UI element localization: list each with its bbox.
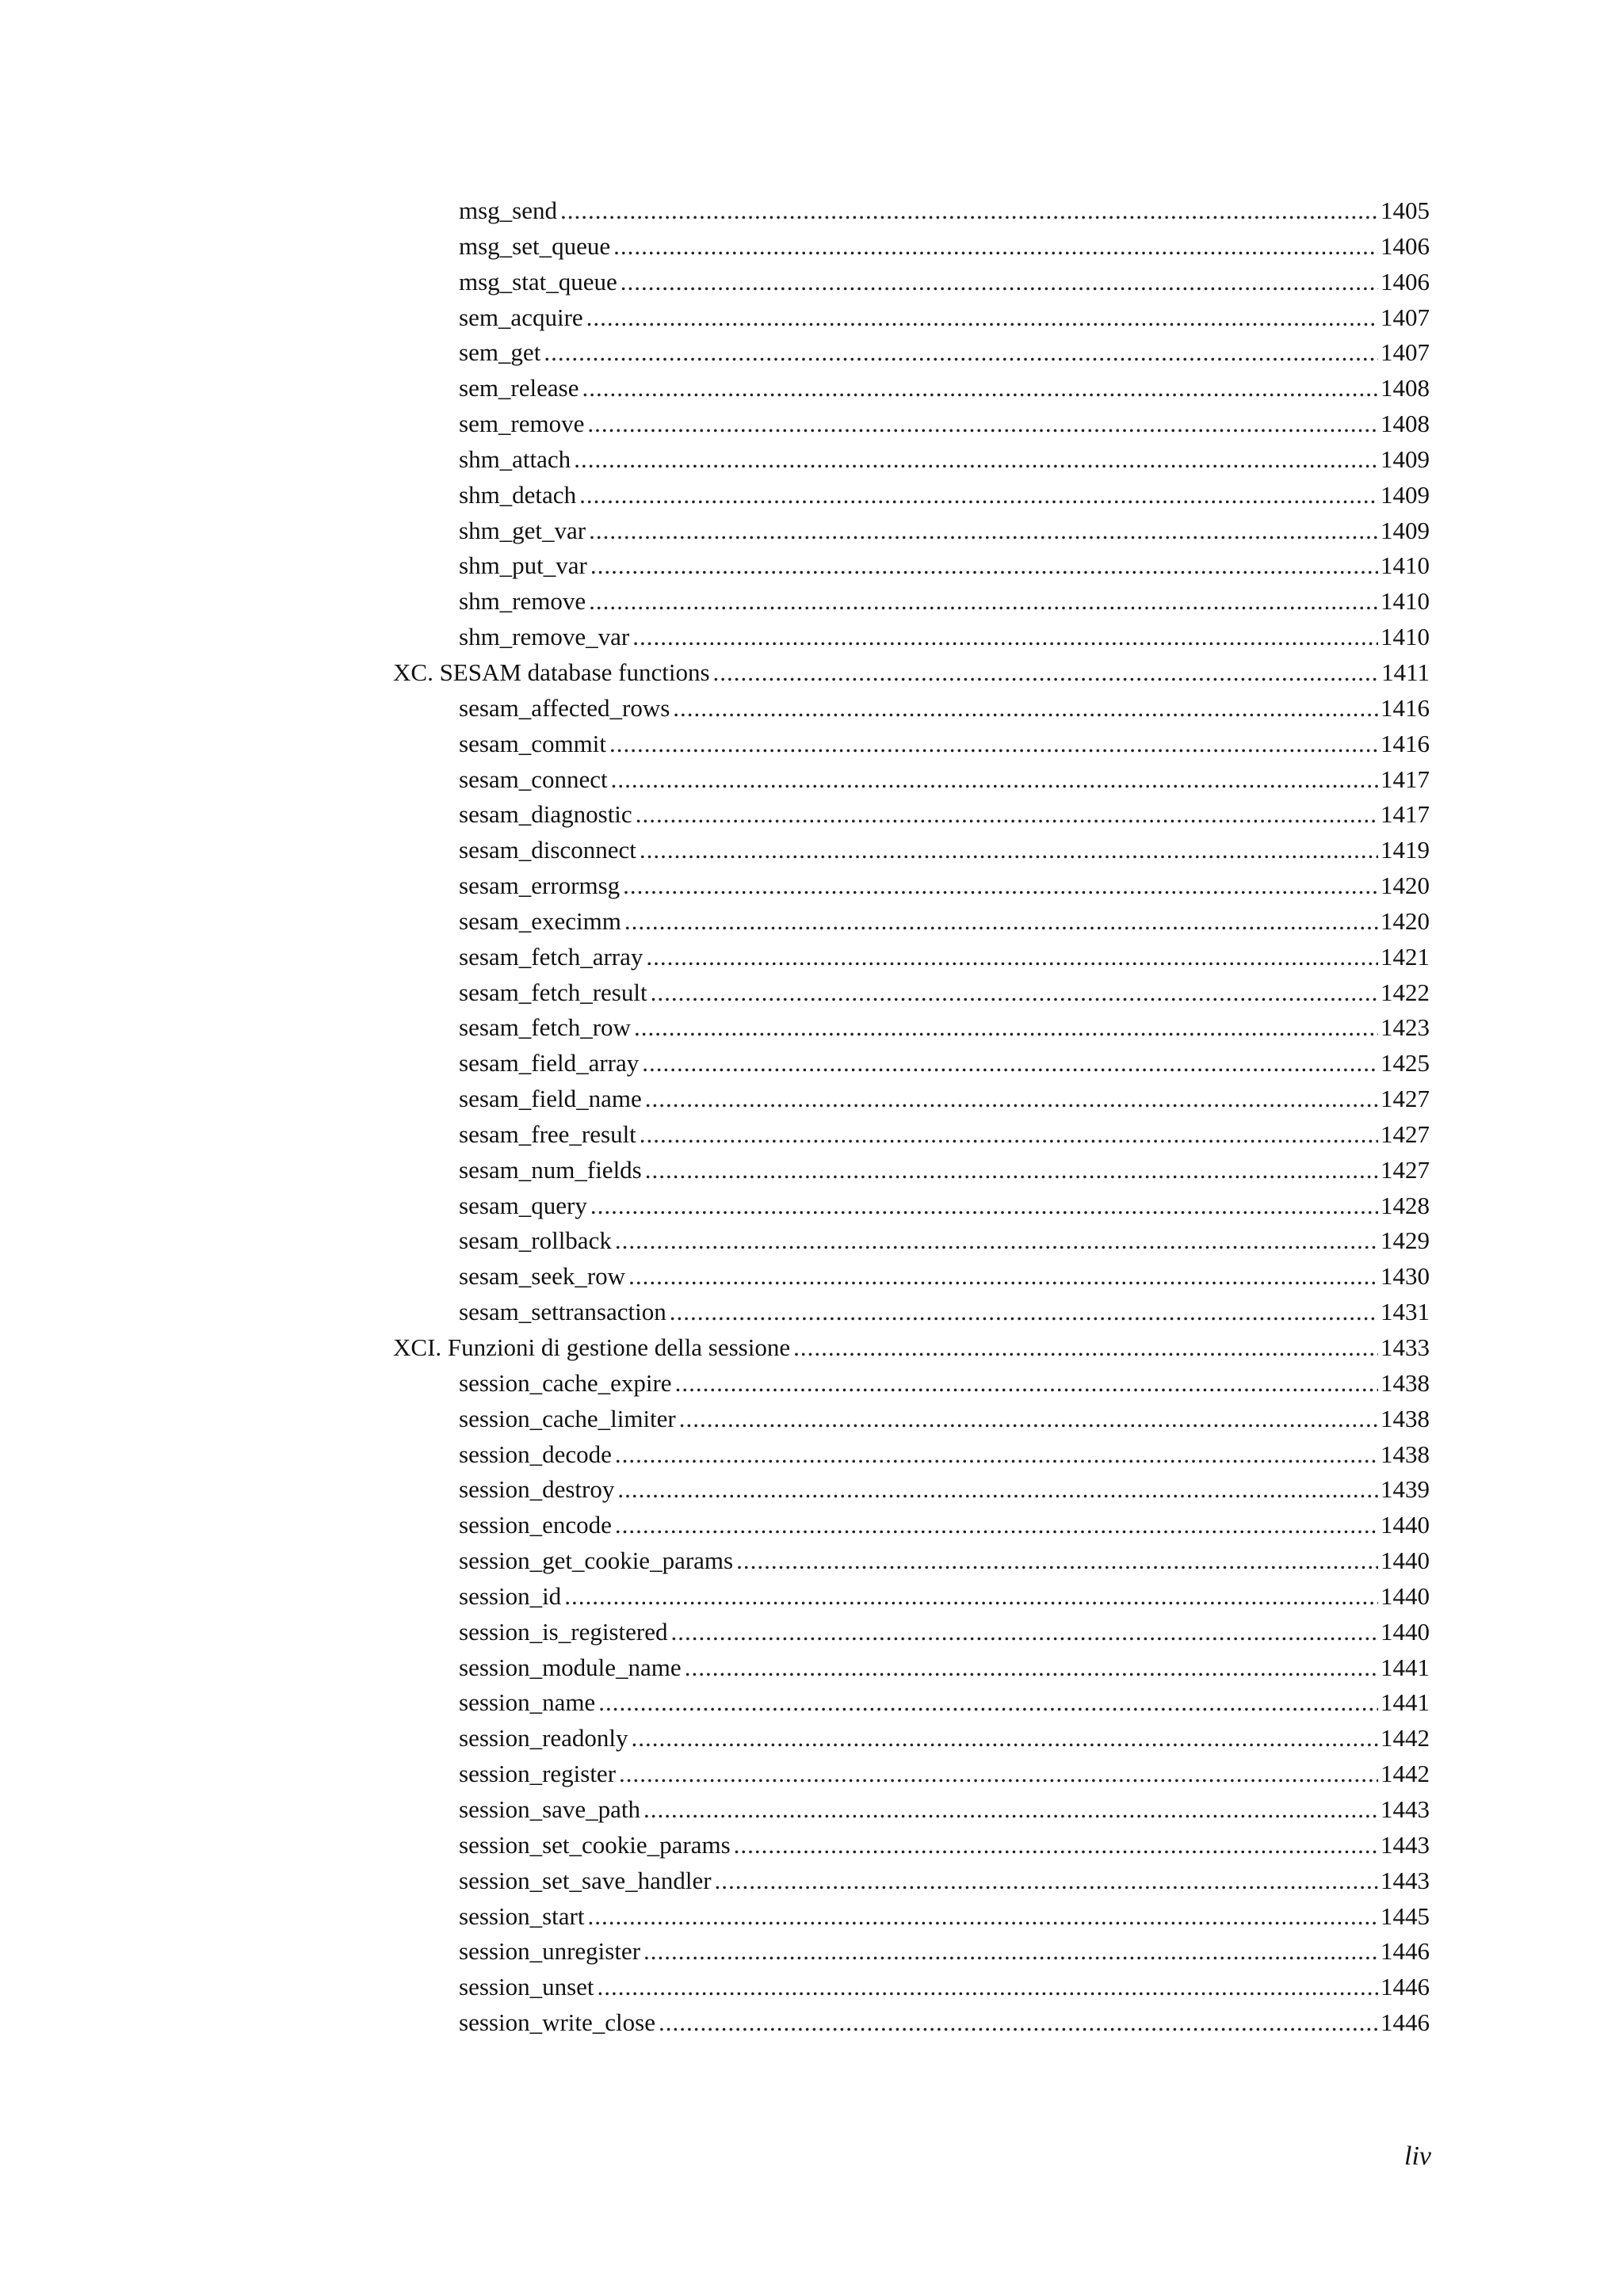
toc-entry[interactable] bbox=[393, 1366, 1430, 1402]
toc-entry[interactable] bbox=[393, 1153, 1430, 1188]
toc-entry-page: 1440 bbox=[1381, 1581, 1430, 1610]
toc-entry[interactable] bbox=[393, 300, 1430, 336]
toc-entry-page: 1441 bbox=[1381, 1653, 1430, 1681]
toc-entry[interactable] bbox=[393, 1828, 1430, 1863]
toc-entry-page: 1440 bbox=[1381, 1547, 1430, 1575]
toc-entry-page: 1408 bbox=[1381, 410, 1430, 438]
toc-entry-page: 1405 bbox=[1381, 196, 1430, 224]
dot-leader bbox=[560, 193, 1378, 229]
toc-entry-title: session_decode bbox=[459, 1440, 612, 1468]
dot-leader bbox=[673, 691, 1378, 727]
toc-entry[interactable] bbox=[393, 833, 1430, 868]
toc-entry[interactable] bbox=[393, 1579, 1430, 1615]
toc-entry[interactable] bbox=[393, 1046, 1430, 1081]
toc-entry-page: 1421 bbox=[1381, 942, 1430, 971]
toc-entry-page: 1445 bbox=[1381, 1901, 1430, 1930]
toc-entry[interactable] bbox=[393, 548, 1430, 584]
toc-entry-title: session_unregister bbox=[459, 1937, 641, 1966]
toc-entry[interactable] bbox=[393, 762, 1430, 798]
toc-entry-title: sem_remove bbox=[459, 410, 585, 438]
dot-leader bbox=[636, 797, 1378, 833]
dot-leader bbox=[589, 513, 1378, 549]
toc-entry-title: msg_send bbox=[459, 196, 557, 224]
toc-entry-page: 1420 bbox=[1381, 906, 1430, 935]
toc-entry[interactable] bbox=[393, 904, 1430, 940]
toc-entry[interactable] bbox=[393, 1543, 1430, 1579]
toc-entry-title: shm_detach bbox=[459, 480, 577, 509]
toc-entry[interactable] bbox=[393, 1259, 1430, 1295]
toc-entry-page: 1442 bbox=[1381, 1724, 1430, 1753]
dot-leader bbox=[670, 1295, 1378, 1330]
toc-entry[interactable] bbox=[393, 478, 1430, 513]
toc-entry[interactable] bbox=[393, 442, 1430, 478]
dot-leader bbox=[685, 1650, 1378, 1686]
toc-entry-page: 1442 bbox=[1381, 1760, 1430, 1788]
dot-leader bbox=[734, 1828, 1378, 1863]
toc-entry-page: 1410 bbox=[1381, 623, 1430, 651]
toc-entry-title: XCI. Funzioni di gestione della sessione bbox=[393, 1333, 791, 1361]
toc-entry[interactable] bbox=[393, 868, 1430, 904]
toc-entry-title: session_id bbox=[459, 1581, 562, 1610]
toc-entry[interactable] bbox=[393, 1188, 1430, 1224]
dot-leader bbox=[643, 1792, 1378, 1828]
toc-entry-page: 1406 bbox=[1381, 267, 1430, 296]
dot-leader bbox=[645, 1153, 1378, 1188]
dot-leader bbox=[621, 265, 1378, 300]
dot-leader bbox=[679, 1402, 1378, 1437]
toc-entry-title: session_cache_limiter bbox=[459, 1404, 676, 1432]
dot-leader bbox=[589, 584, 1378, 620]
toc-entry-page: 1443 bbox=[1381, 1830, 1430, 1859]
dot-leader bbox=[651, 975, 1378, 1011]
toc-entry-page: 1417 bbox=[1381, 765, 1430, 793]
toc-entry[interactable] bbox=[393, 265, 1430, 300]
dot-leader bbox=[715, 1863, 1378, 1899]
toc-entry-title: session_get_cookie_params bbox=[459, 1547, 734, 1575]
toc-entry-title: sesam_fetch_result bbox=[459, 978, 647, 1006]
dot-leader bbox=[628, 1259, 1378, 1295]
toc-entry-title: session_cache_expire bbox=[459, 1368, 672, 1397]
dot-leader bbox=[590, 1188, 1378, 1224]
dot-leader bbox=[598, 1685, 1378, 1721]
dot-leader bbox=[615, 1437, 1378, 1473]
dot-leader bbox=[640, 1117, 1378, 1153]
dot-leader bbox=[615, 1223, 1378, 1259]
toc-entry-page: 1433 bbox=[1381, 1333, 1430, 1361]
toc-entry-title: session_start bbox=[459, 1901, 585, 1930]
dot-leader bbox=[613, 229, 1378, 265]
toc-entry[interactable] bbox=[393, 2005, 1430, 2041]
toc-entry-title: sesam_diagnostic bbox=[459, 800, 632, 829]
toc-entry-title: sem_get bbox=[459, 338, 541, 367]
toc-entry-title: sesam_seek_row bbox=[459, 1262, 626, 1291]
toc-entry-title: session_set_cookie_params bbox=[459, 1830, 731, 1859]
toc-entry-title: sem_release bbox=[459, 374, 579, 402]
toc-entry-page: 1428 bbox=[1381, 1191, 1430, 1219]
toc-entry[interactable] bbox=[393, 727, 1430, 762]
toc-entry-title: session_register bbox=[459, 1760, 617, 1788]
dot-leader bbox=[713, 655, 1380, 691]
toc-entry-title: session_readonly bbox=[459, 1724, 628, 1753]
toc-entry[interactable] bbox=[393, 584, 1430, 620]
toc-entry[interactable] bbox=[393, 1863, 1430, 1899]
toc-entry-title: msg_stat_queue bbox=[459, 267, 617, 296]
toc-entry[interactable] bbox=[393, 1295, 1430, 1330]
toc-entry-page: 1416 bbox=[1381, 693, 1430, 722]
dot-leader bbox=[579, 478, 1378, 513]
dot-leader bbox=[659, 2005, 1378, 2041]
toc-entry-title: session_name bbox=[459, 1688, 596, 1717]
toc-entry-page: 1423 bbox=[1381, 1013, 1430, 1042]
toc-entry[interactable] bbox=[393, 371, 1430, 406]
table-of-contents bbox=[393, 193, 1430, 2041]
toc-entry[interactable] bbox=[393, 1721, 1430, 1756]
toc-entry-title: shm_put_var bbox=[459, 551, 587, 580]
toc-entry-title: sesam_execimm bbox=[459, 906, 621, 935]
toc-entry[interactable] bbox=[393, 1508, 1430, 1543]
toc-entry-title: session_destroy bbox=[459, 1475, 615, 1504]
dot-leader bbox=[634, 1010, 1378, 1046]
dot-leader bbox=[617, 1472, 1378, 1508]
toc-entry-page: 1408 bbox=[1381, 374, 1430, 402]
toc-entry-title: sesam_commit bbox=[459, 729, 606, 757]
toc-entry-title: shm_remove_var bbox=[459, 623, 630, 651]
toc-entry-title: shm_attach bbox=[459, 444, 571, 473]
toc-entry-title: sesam_errormsg bbox=[459, 871, 621, 900]
toc-chapter-entry[interactable] bbox=[393, 655, 1430, 691]
toc-entry-page: 1422 bbox=[1381, 978, 1430, 1006]
toc-entry[interactable] bbox=[393, 1756, 1430, 1792]
dot-leader bbox=[632, 620, 1378, 655]
dot-leader bbox=[544, 335, 1378, 371]
toc-entry-title: sesam_connect bbox=[459, 765, 608, 793]
dot-leader bbox=[586, 300, 1378, 336]
toc-entry-page: 1427 bbox=[1381, 1155, 1430, 1184]
toc-entry-page: 1438 bbox=[1381, 1404, 1430, 1432]
toc-entry-title: sesam_settransaction bbox=[459, 1298, 666, 1326]
dot-leader bbox=[642, 1046, 1378, 1081]
toc-entry[interactable] bbox=[393, 1970, 1430, 2005]
toc-entry[interactable] bbox=[393, 797, 1430, 833]
toc-entry-title: session_save_path bbox=[459, 1794, 641, 1823]
toc-entry-title: shm_get_var bbox=[459, 516, 586, 544]
toc-entry-title: sesam_free_result bbox=[459, 1119, 636, 1148]
toc-entry-page: 1430 bbox=[1381, 1262, 1430, 1291]
toc-entry-page: 1425 bbox=[1381, 1049, 1430, 1077]
toc-entry[interactable] bbox=[393, 1223, 1430, 1259]
dot-leader bbox=[670, 1615, 1378, 1650]
toc-entry-title: sesam_fetch_array bbox=[459, 942, 643, 971]
page-number: liv bbox=[1404, 2142, 1431, 2171]
dot-leader bbox=[793, 1330, 1378, 1366]
toc-entry[interactable] bbox=[393, 1650, 1430, 1686]
dot-leader bbox=[643, 1934, 1378, 1970]
toc-entry-page: 1429 bbox=[1381, 1226, 1430, 1255]
toc-entry-page: 1409 bbox=[1381, 444, 1430, 473]
toc-entry[interactable] bbox=[393, 1792, 1430, 1828]
toc-entry-page: 1427 bbox=[1381, 1085, 1430, 1113]
toc-entry-page: 1439 bbox=[1381, 1475, 1430, 1504]
dot-leader bbox=[646, 940, 1378, 975]
toc-entry[interactable] bbox=[393, 940, 1430, 975]
toc-entry-page: 1417 bbox=[1381, 800, 1430, 829]
toc-entry-title: sesam_field_array bbox=[459, 1049, 640, 1077]
toc-entry[interactable] bbox=[393, 1899, 1430, 1935]
toc-entry[interactable] bbox=[393, 1615, 1430, 1650]
dot-leader bbox=[598, 1970, 1379, 2005]
toc-entry[interactable] bbox=[393, 193, 1430, 229]
toc-entry-page: 1427 bbox=[1381, 1119, 1430, 1148]
toc-entry-page: 1440 bbox=[1381, 1511, 1430, 1539]
dot-leader bbox=[624, 904, 1378, 940]
toc-entry-title: shm_remove bbox=[459, 587, 586, 616]
dot-leader bbox=[645, 1081, 1378, 1117]
toc-entry[interactable] bbox=[393, 1437, 1430, 1473]
toc-entry-page: 1416 bbox=[1381, 729, 1430, 757]
toc-entry-title: session_unset bbox=[459, 1973, 594, 2001]
dot-leader bbox=[574, 442, 1378, 478]
dot-leader bbox=[675, 1366, 1378, 1402]
toc-entry-page: 1438 bbox=[1381, 1440, 1430, 1468]
toc-chapter-entry[interactable] bbox=[393, 1330, 1430, 1366]
toc-entry-title: sesam_affected_rows bbox=[459, 693, 670, 722]
dot-leader bbox=[615, 1508, 1378, 1543]
toc-entry[interactable] bbox=[393, 1081, 1430, 1117]
toc-entry-title: sesam_fetch_row bbox=[459, 1013, 631, 1042]
dot-leader bbox=[609, 727, 1378, 762]
toc-entry-page: 1409 bbox=[1381, 480, 1430, 509]
toc-entry-page: 1411 bbox=[1381, 658, 1430, 686]
toc-entry-page: 1443 bbox=[1381, 1794, 1430, 1823]
toc-entry-title: session_module_name bbox=[459, 1653, 682, 1681]
toc-entry-page: 1441 bbox=[1381, 1688, 1430, 1717]
dot-leader bbox=[590, 548, 1378, 584]
toc-entry[interactable] bbox=[393, 1010, 1430, 1046]
toc-entry-page: 1419 bbox=[1381, 836, 1430, 864]
toc-entry[interactable] bbox=[393, 1402, 1430, 1437]
toc-entry-page: 1407 bbox=[1381, 338, 1430, 367]
toc-entry-title: sesam_num_fields bbox=[459, 1155, 642, 1184]
toc-entry[interactable] bbox=[393, 406, 1430, 442]
toc-entry-page: 1409 bbox=[1381, 516, 1430, 544]
dot-leader bbox=[564, 1579, 1378, 1615]
dot-leader bbox=[587, 1899, 1378, 1935]
toc-entry[interactable] bbox=[393, 335, 1430, 371]
toc-entry-page: 1410 bbox=[1381, 551, 1430, 580]
dot-leader bbox=[587, 406, 1378, 442]
toc-entry-page: 1446 bbox=[1381, 1973, 1430, 2001]
toc-entry[interactable] bbox=[393, 229, 1430, 265]
toc-entry-page: 1406 bbox=[1381, 231, 1430, 260]
toc-entry[interactable] bbox=[393, 1934, 1430, 1970]
toc-entry[interactable] bbox=[393, 975, 1430, 1011]
toc-entry-title: session_is_registered bbox=[459, 1617, 668, 1646]
toc-entry-page: 1420 bbox=[1381, 871, 1430, 900]
toc-entry-title: XC. SESAM database functions bbox=[393, 658, 710, 686]
toc-entry-page: 1446 bbox=[1381, 1937, 1430, 1966]
toc-entry-page: 1438 bbox=[1381, 1368, 1430, 1397]
toc-entry-title: msg_set_queue bbox=[459, 231, 611, 260]
toc-entry-title: session_encode bbox=[459, 1511, 612, 1539]
toc-entry-page: 1407 bbox=[1381, 303, 1430, 331]
dot-leader bbox=[623, 868, 1378, 904]
dot-leader bbox=[640, 833, 1378, 868]
dot-leader bbox=[611, 762, 1378, 798]
dot-leader bbox=[736, 1543, 1378, 1579]
toc-entry-title: sesam_rollback bbox=[459, 1226, 612, 1255]
toc-entry-title: session_set_save_handler bbox=[459, 1866, 712, 1894]
toc-entry[interactable] bbox=[393, 620, 1430, 655]
toc-entry-title: sesam_query bbox=[459, 1191, 587, 1219]
toc-entry[interactable] bbox=[393, 1685, 1430, 1721]
toc-entry[interactable] bbox=[393, 691, 1430, 727]
toc-entry-title: sesam_disconnect bbox=[459, 836, 636, 864]
dot-leader bbox=[582, 371, 1378, 406]
toc-entry-page: 1431 bbox=[1381, 1298, 1430, 1326]
toc-entry-page: 1410 bbox=[1381, 587, 1430, 616]
toc-entry-page: 1440 bbox=[1381, 1617, 1430, 1646]
dot-leader bbox=[619, 1756, 1378, 1792]
toc-entry-title: sem_acquire bbox=[459, 303, 583, 331]
toc-entry[interactable] bbox=[393, 1117, 1430, 1153]
toc-entry-page: 1446 bbox=[1381, 2008, 1430, 2037]
toc-entry-page: 1443 bbox=[1381, 1866, 1430, 1894]
toc-entry[interactable] bbox=[393, 513, 1430, 549]
toc-entry-title: session_write_close bbox=[459, 2008, 655, 2037]
dot-leader bbox=[632, 1721, 1378, 1756]
toc-entry[interactable] bbox=[393, 1472, 1430, 1508]
toc-entry-title: sesam_field_name bbox=[459, 1085, 642, 1113]
